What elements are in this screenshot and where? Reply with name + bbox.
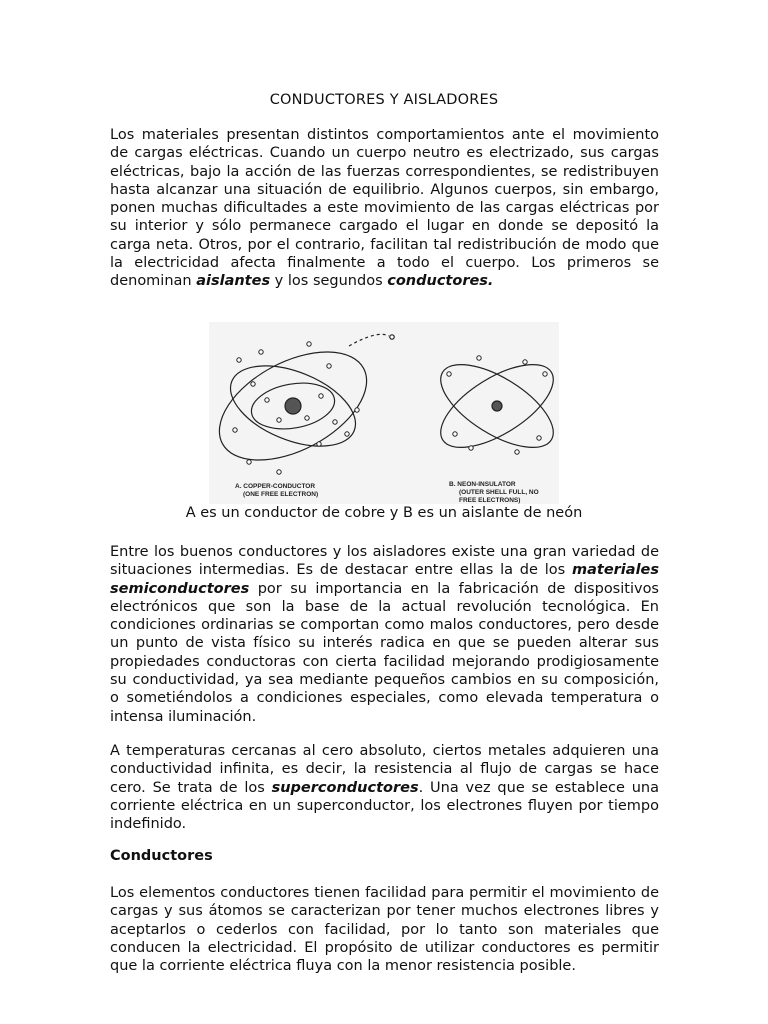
atom-diagram	[209, 322, 559, 504]
atom-diagram-figure	[209, 322, 559, 504]
copper-label-line1: A. COPPER-CONDUCTOR	[235, 483, 316, 490]
neon-label-line1: B. NEON-INSULATOR	[449, 481, 516, 488]
superconductors-text-before: A temperaturas cercanas al cero absoluto, ciertos metales adquieren una conductividad infinita, es decir, la resistencia al flujo de cargas se hace cero. Se trata de los	[110, 743, 659, 796]
term-aislantes: aislantes	[196, 273, 271, 290]
conductores-heading: Conductores	[110, 848, 213, 864]
superconductors-text-after: . Una vez que se establece una corriente eléctrica en un superconductor, los electrones fluyen por tiempo indefinido.	[110, 779, 659, 833]
conductores-paragraph: Los elementos conductores tienen facilidad para permitir el movimiento de cargas y sus átomos se caracterizan por tener muchos electrones libres y aceptarlos o cederlos con facilidad, por lo tanto son materiales que conducen la electricidad. El propósito de utilizar conductores es permitir que la corriente eléctrica fluya con la menor resistencia posible.	[110, 885, 659, 975]
figure-caption: A es un conductor de cobre y B es un aislante de neón	[185, 505, 583, 521]
intro-text-before: Los materiales presentan distintos comportamientos ante el movimiento de cargas eléctricas. Cuando un cuerpo neutro es electrizado, sus cargas eléctricas, bajo la acción de las fuerzas correspondientes, se redistribuyen hasta alcanzar una situación de equilibrio. Algunos cuerpos, sin embargo, ponen muchas dificultades a este movimiento de las cargas eléctricas por su interior y sólo permanece cargado el lugar en donde se depositó la carga neta. Otros, por el contrario, facilitan tal redistribución de modo que la electricidad afecta finalmente a todo el cuerpo. Los primeros se denominan	[110, 127, 659, 290]
term-superconductores: superconductores	[271, 779, 419, 796]
neon-label-line3: FREE ELECTRONS)	[459, 497, 521, 504]
document-title: CONDUCTORES Y AISLADORES	[269, 92, 499, 108]
neon-label-line2: (OUTER SHELL FULL, NO	[459, 489, 539, 496]
semiconductors-text-before: Entre los buenos conductores y los aisladores existe una gran variedad de situaciones intermedias. Es de destacar entre ellas la de los	[110, 544, 659, 579]
term-semiconductores: materiales semiconductores	[110, 562, 659, 597]
semiconductors-text-after: por su importancia en la fabricación de dispositivos electrónicos que son la base de la actual revolución tecnológica. En condiciones ordinarias se comportan como malos conductores, pero desde un punto de vista físico su interés radica en que se pueden alterar sus propiedades conductoras con cierta facilidad mejorando prodigiosamente su conductividad, ya sea mediante pequeños cambios en su composición, o sometiéndolos a condiciones especiales, como elevada temperatura o intensa iluminación.	[110, 580, 659, 725]
term-conductores: conductores.	[387, 273, 494, 290]
semiconductors-paragraph	[110, 543, 659, 726]
copper-label-line2: (ONE FREE ELECTRON)	[243, 491, 319, 498]
intro-text-middle: y los segundos	[270, 273, 388, 290]
superconductors-paragraph	[110, 742, 659, 833]
intro-paragraph	[110, 126, 659, 291]
